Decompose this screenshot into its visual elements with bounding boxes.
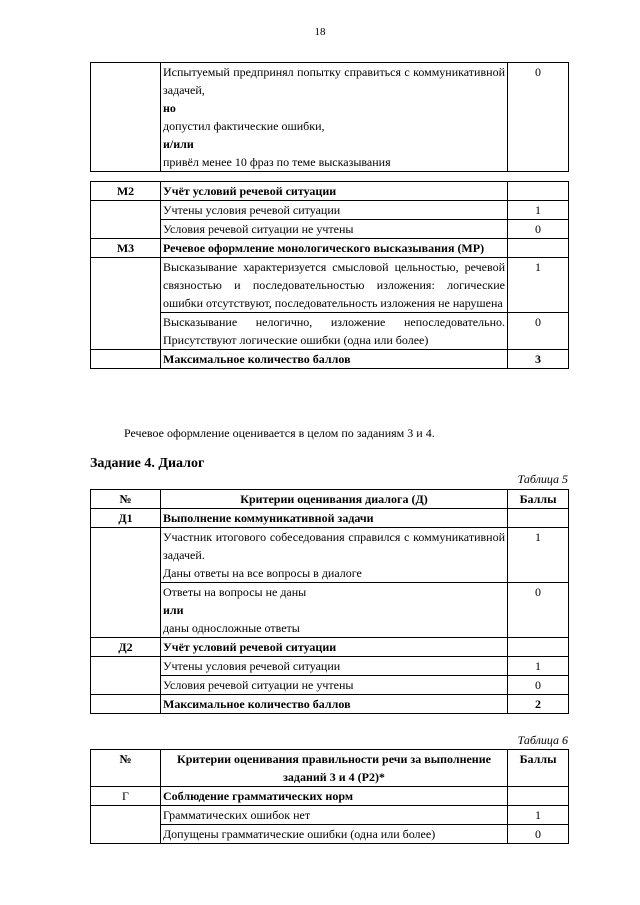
score-cell: 0 xyxy=(508,63,569,172)
table-row: Условия речевой ситуации не учтены 0 xyxy=(91,220,569,239)
table-row: Учтены условия речевой ситуации 1 xyxy=(91,201,569,220)
table-row: Высказывание характеризуется смысловой цельностью, речевой связностью и последовательностью изложения: логические ошибки отсутствуют, последовательность изложения не нарушена 1 xyxy=(91,258,569,313)
table-row xyxy=(91,787,569,806)
table-header-row: № Критерии оценивания правильности речи за выполнение заданий 3 и 4 (Р2)* Баллы xyxy=(91,750,569,787)
table-row xyxy=(91,239,569,258)
criterion-title: Соблюдение грамматических норм xyxy=(161,787,508,806)
criteria-table-continued xyxy=(90,62,569,172)
table5-caption: Таблица 5 xyxy=(517,472,568,486)
table-row xyxy=(91,350,569,369)
max-score-value: 3 xyxy=(508,350,569,369)
max-score-value: 2 xyxy=(508,695,569,714)
table6-caption: Таблица 6 xyxy=(517,733,568,747)
table-row xyxy=(91,638,569,657)
table-row: Учтены условия речевой ситуации 1 xyxy=(91,657,569,676)
table-header-row: № Критерии оценивания диалога (Д) Баллы xyxy=(91,490,569,509)
table-row: Высказывание нелогично, изложение непоследовательно. Присутствуют логические ошибки (одна или более) 0 xyxy=(91,313,569,350)
table-row: Участник итогового собеседования справился с коммуникативной задачей. Даны ответы на все вопросы в диалоге 1 xyxy=(91,528,569,583)
grammar-criteria-table xyxy=(90,749,569,844)
criterion-code: М3 xyxy=(91,239,161,258)
table-row: Грамматических ошибок нет 1 xyxy=(91,806,569,825)
table-row xyxy=(91,63,569,172)
table-row xyxy=(91,509,569,528)
task4-heading: Задание 4. Диалог xyxy=(90,456,205,471)
criterion-title: Учёт условий речевой ситуации xyxy=(161,638,508,657)
criterion-title: Выполнение коммуникативной задачи xyxy=(161,509,508,528)
table-row: Ответы на вопросы не даны или даны односложные ответы 0 xyxy=(91,583,569,638)
criterion-code: Д1 xyxy=(91,509,161,528)
table-row: Допущены грамматические ошибки (одна или более) 0 xyxy=(91,825,569,844)
criterion-code: Д2 xyxy=(91,638,161,657)
page-number: 18 xyxy=(314,26,326,38)
criterion-title: Речевое оформление монологического высказывания (МР) xyxy=(161,239,508,258)
dialogue-criteria-table xyxy=(90,489,569,714)
max-score-label: Максимальное количество баллов xyxy=(161,350,508,369)
max-score-label: Максимальное количество баллов xyxy=(161,695,508,714)
monologue-criteria-table xyxy=(90,181,569,369)
note-text: Речевое оформление оценивается в целом по заданиям 3 и 4. xyxy=(124,426,435,440)
table-row xyxy=(91,182,569,201)
table-row xyxy=(91,695,569,714)
criterion-description: Испытуемый предпринял попытку справиться с коммуникативной задачей, но допустил фактические ошибки, и/или привёл менее 10 фраз по теме высказывания xyxy=(161,63,508,172)
criterion-code: Г xyxy=(91,787,161,806)
criterion-title: Учёт условий речевой ситуации xyxy=(161,182,508,201)
criterion-code: М2 xyxy=(91,182,161,201)
table-row: Условия речевой ситуации не учтены 0 xyxy=(91,676,569,695)
